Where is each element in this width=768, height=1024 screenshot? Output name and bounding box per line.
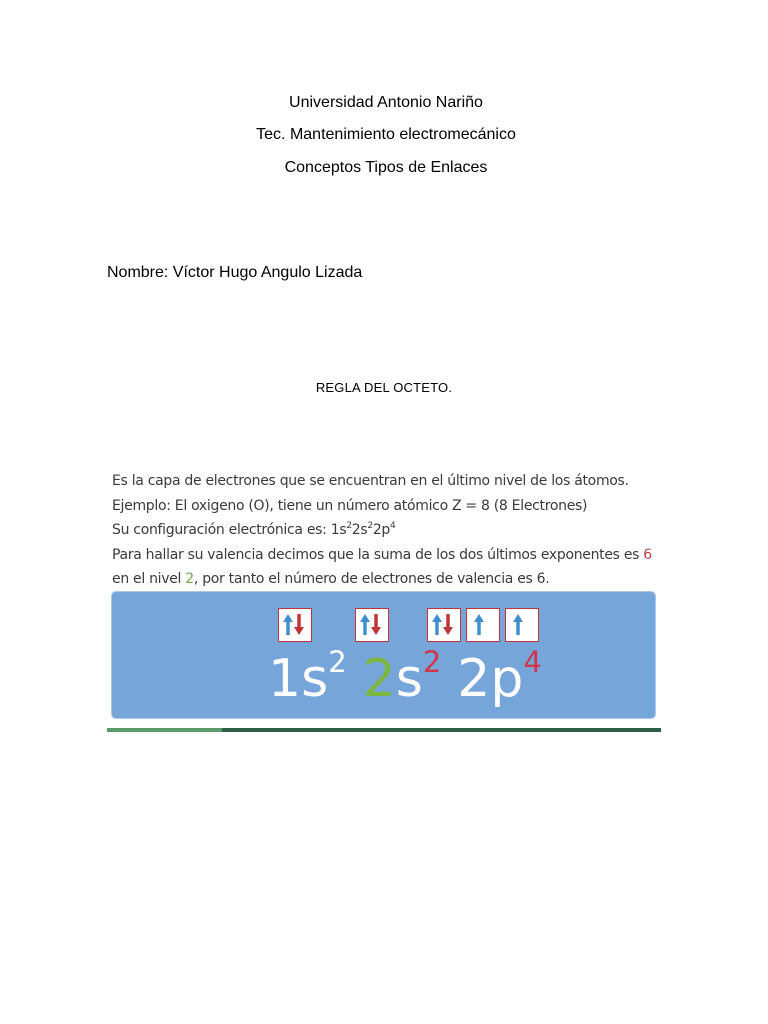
spin-down-arrow-icon: [294, 614, 304, 635]
exp-1s: 2: [328, 645, 347, 679]
configuration-prefix: Su configuración electrónica es: 1s: [112, 522, 347, 538]
orbital-box-2p-2: [466, 608, 500, 642]
student-name: Nombre: Víctor Hugo Angulo Lizada: [107, 264, 363, 281]
valence-text-b: en el nivel: [112, 571, 186, 587]
electron-configuration: [268, 647, 542, 711]
program-title: Tec. Mantenimiento electromecánico: [256, 126, 516, 143]
valence-line-2: [112, 567, 672, 591]
exponent-sum: 6: [643, 547, 652, 563]
spin-down-arrow-icon: [443, 614, 453, 635]
config-term-2p: 2p: [372, 522, 391, 538]
orbital-box-2s: [355, 608, 389, 642]
valence-text-a: Para hallar su valencia decimos que la suma de los dos últimos exponentes es: [112, 547, 644, 563]
topic-title: Conceptos Tipos de Enlaces: [284, 159, 488, 176]
spin-up-arrow-icon: [513, 614, 523, 635]
horizontal-rule: [107, 728, 661, 732]
section-title: REGLA DEL OCTETO.: [315, 380, 453, 395]
valence-text-c: , por tanto el número de electrones de valencia es 6.: [193, 571, 550, 587]
orbital-diagram: [111, 591, 656, 719]
term-1s: 1s: [268, 649, 329, 709]
valence-line-1: [112, 543, 672, 567]
term-2s-letter: s: [395, 649, 423, 709]
spin-up-arrow-icon: [360, 614, 370, 635]
term-2p: 2p: [457, 649, 524, 709]
config-exp-2s: 2: [367, 521, 373, 531]
energy-level: 2: [185, 571, 194, 587]
spin-down-arrow-icon: [371, 614, 381, 635]
config-exp-2p: 4: [390, 521, 396, 531]
level-2-number: 2: [362, 649, 396, 709]
exp-2p: 4: [523, 645, 542, 679]
example-line: Ejemplo: El oxigeno (O), tiene un número atómico Z = 8 (8 Electrones): [112, 498, 588, 514]
valence-paragraph: [112, 543, 672, 591]
config-exp-1s: 2: [346, 521, 352, 531]
exp-2s: 2: [422, 645, 442, 679]
spin-up-arrow-icon: [283, 614, 293, 635]
orbital-box-2p-3: [505, 608, 539, 642]
configuration-line: [112, 518, 672, 542]
university-title: Universidad Antonio Nariño: [289, 94, 483, 111]
config-term-2s: 2s: [351, 522, 368, 538]
spin-up-arrow-icon: [474, 614, 484, 635]
orbital-box-2p-1: [427, 608, 461, 642]
definition-line: Es la capa de electrones que se encuentran en el último nivel de los átomos.: [112, 473, 629, 489]
spin-up-arrow-icon: [432, 614, 442, 635]
orbital-box-1s: [278, 608, 312, 642]
